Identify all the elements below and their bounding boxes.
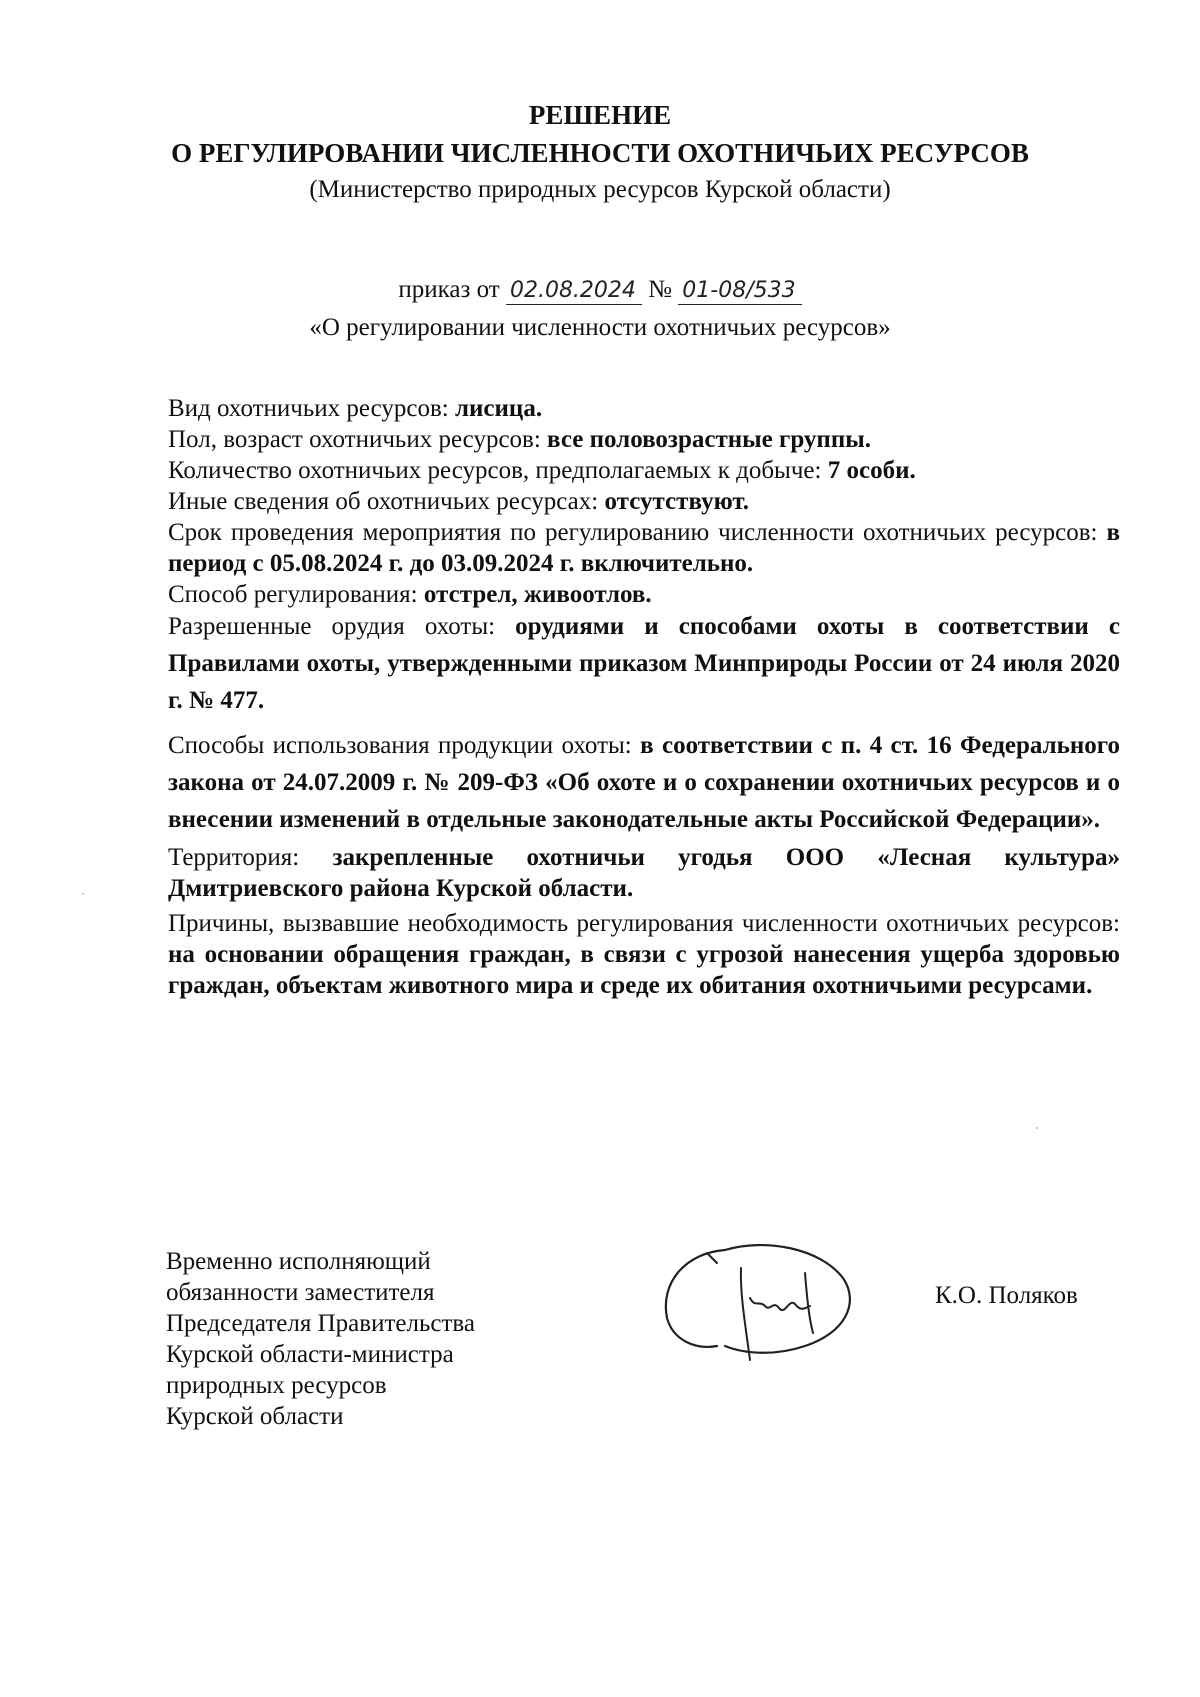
- decision-fields: [168, 393, 1120, 1001]
- order-reference: [0, 276, 1200, 305]
- field-value: все половозрастные группы.: [547, 426, 872, 453]
- field-label: Способ регулирования:: [168, 581, 418, 608]
- document-title: РЕШЕНИЕ: [528, 100, 672, 130]
- field-usage: [168, 727, 1120, 838]
- field-value: в период с 05.08.2024 г. до 03.09.2024 г. включительно.: [168, 519, 1121, 577]
- order-title: «О регулировании численности охотничьих ресурсов»: [309, 314, 891, 341]
- field-label: Территория:: [168, 844, 300, 871]
- field-label: Иные сведения об охотничьих ресурсах:: [168, 488, 599, 515]
- position-line: Председателя Правительства: [166, 1310, 475, 1337]
- order-date-handwritten: 02.08.2024: [506, 278, 642, 305]
- field-value: на основании обращения граждан, в связи с угрозой нанесения ущерба здоровью граждан, объектам животного мира и среде их обитания охотничьими ресурсами.: [168, 941, 1120, 999]
- position-line: Временно исполняющий: [166, 1248, 431, 1275]
- scan-speck: [1036, 1127, 1038, 1129]
- field-value: отсутствуют.: [604, 488, 750, 515]
- document-subtitle: О РЕГУЛИРОВАНИИ ЧИСЛЕННОСТИ ОХОТНИЧЬИХ РЕСУРСОВ: [171, 138, 1029, 168]
- field-other: [168, 486, 1120, 517]
- field-value: закрепленные охотничьи угодья ООО «Лесная культура» Дмитриевского района Курской области.: [168, 844, 1121, 902]
- handwritten-signature: [655, 1238, 865, 1368]
- position-line: Курской области: [166, 1403, 344, 1430]
- position-line: природных ресурсов: [166, 1372, 387, 1399]
- field-territory: [168, 842, 1120, 904]
- order-number-label: №: [648, 276, 673, 303]
- ministry-name: (Министерство природных ресурсов Курской области): [309, 176, 891, 203]
- field-sex-age: [168, 424, 1120, 455]
- field-label: Разрешенные орудия охоты:: [168, 613, 496, 640]
- scan-speck: [82, 893, 84, 895]
- field-tools: [168, 608, 1120, 719]
- position-line: обязанности заместителя: [166, 1279, 435, 1306]
- field-species: [168, 393, 1120, 424]
- field-label: Количество охотничьих ресурсов, предполагаемых к добыче:: [168, 457, 822, 484]
- field-value: отстрел, живоотлов.: [423, 581, 652, 608]
- field-reasons: [168, 908, 1120, 1001]
- field-method: [168, 579, 1120, 610]
- position-line: Курской области-министра: [166, 1341, 454, 1368]
- order-number-handwritten: 01-08/533: [678, 278, 801, 305]
- field-label: Причины, вызвавшие необходимость регулирования численности охотничьих ресурсов:: [168, 910, 1120, 937]
- field-label: Вид охотничьих ресурсов:: [168, 395, 449, 422]
- field-value: орудиями и способами охоты в соответствии с Правилами охоты, утвержденными приказом Минприроды России от 24 июля 2020 г. № 477.: [168, 613, 1120, 714]
- field-label: Способы использования продукции охоты:: [168, 732, 632, 759]
- field-label: Срок проведения мероприятия по регулированию численности охотничьих ресурсов:: [168, 519, 1098, 546]
- field-value: лисица.: [455, 395, 543, 422]
- field-quantity: [168, 455, 1120, 486]
- signatory-name: К.О. Поляков: [935, 1282, 1078, 1309]
- field-value: в соответствии с п. 4 ст. 16 Федерального закона от 24.07.2009 г. № 209-ФЗ «Об охоте и о сохранении охотничьих ресурсов и о внесении изменений в отдельные законодательные акты Российской Федерации».: [168, 732, 1121, 833]
- order-prefix: приказ от: [398, 276, 500, 303]
- field-period: [168, 517, 1120, 579]
- field-label: Пол, возраст охотничьих ресурсов:: [168, 426, 541, 453]
- field-value: 7 особи.: [827, 457, 916, 484]
- signatory-position: [166, 1246, 546, 1432]
